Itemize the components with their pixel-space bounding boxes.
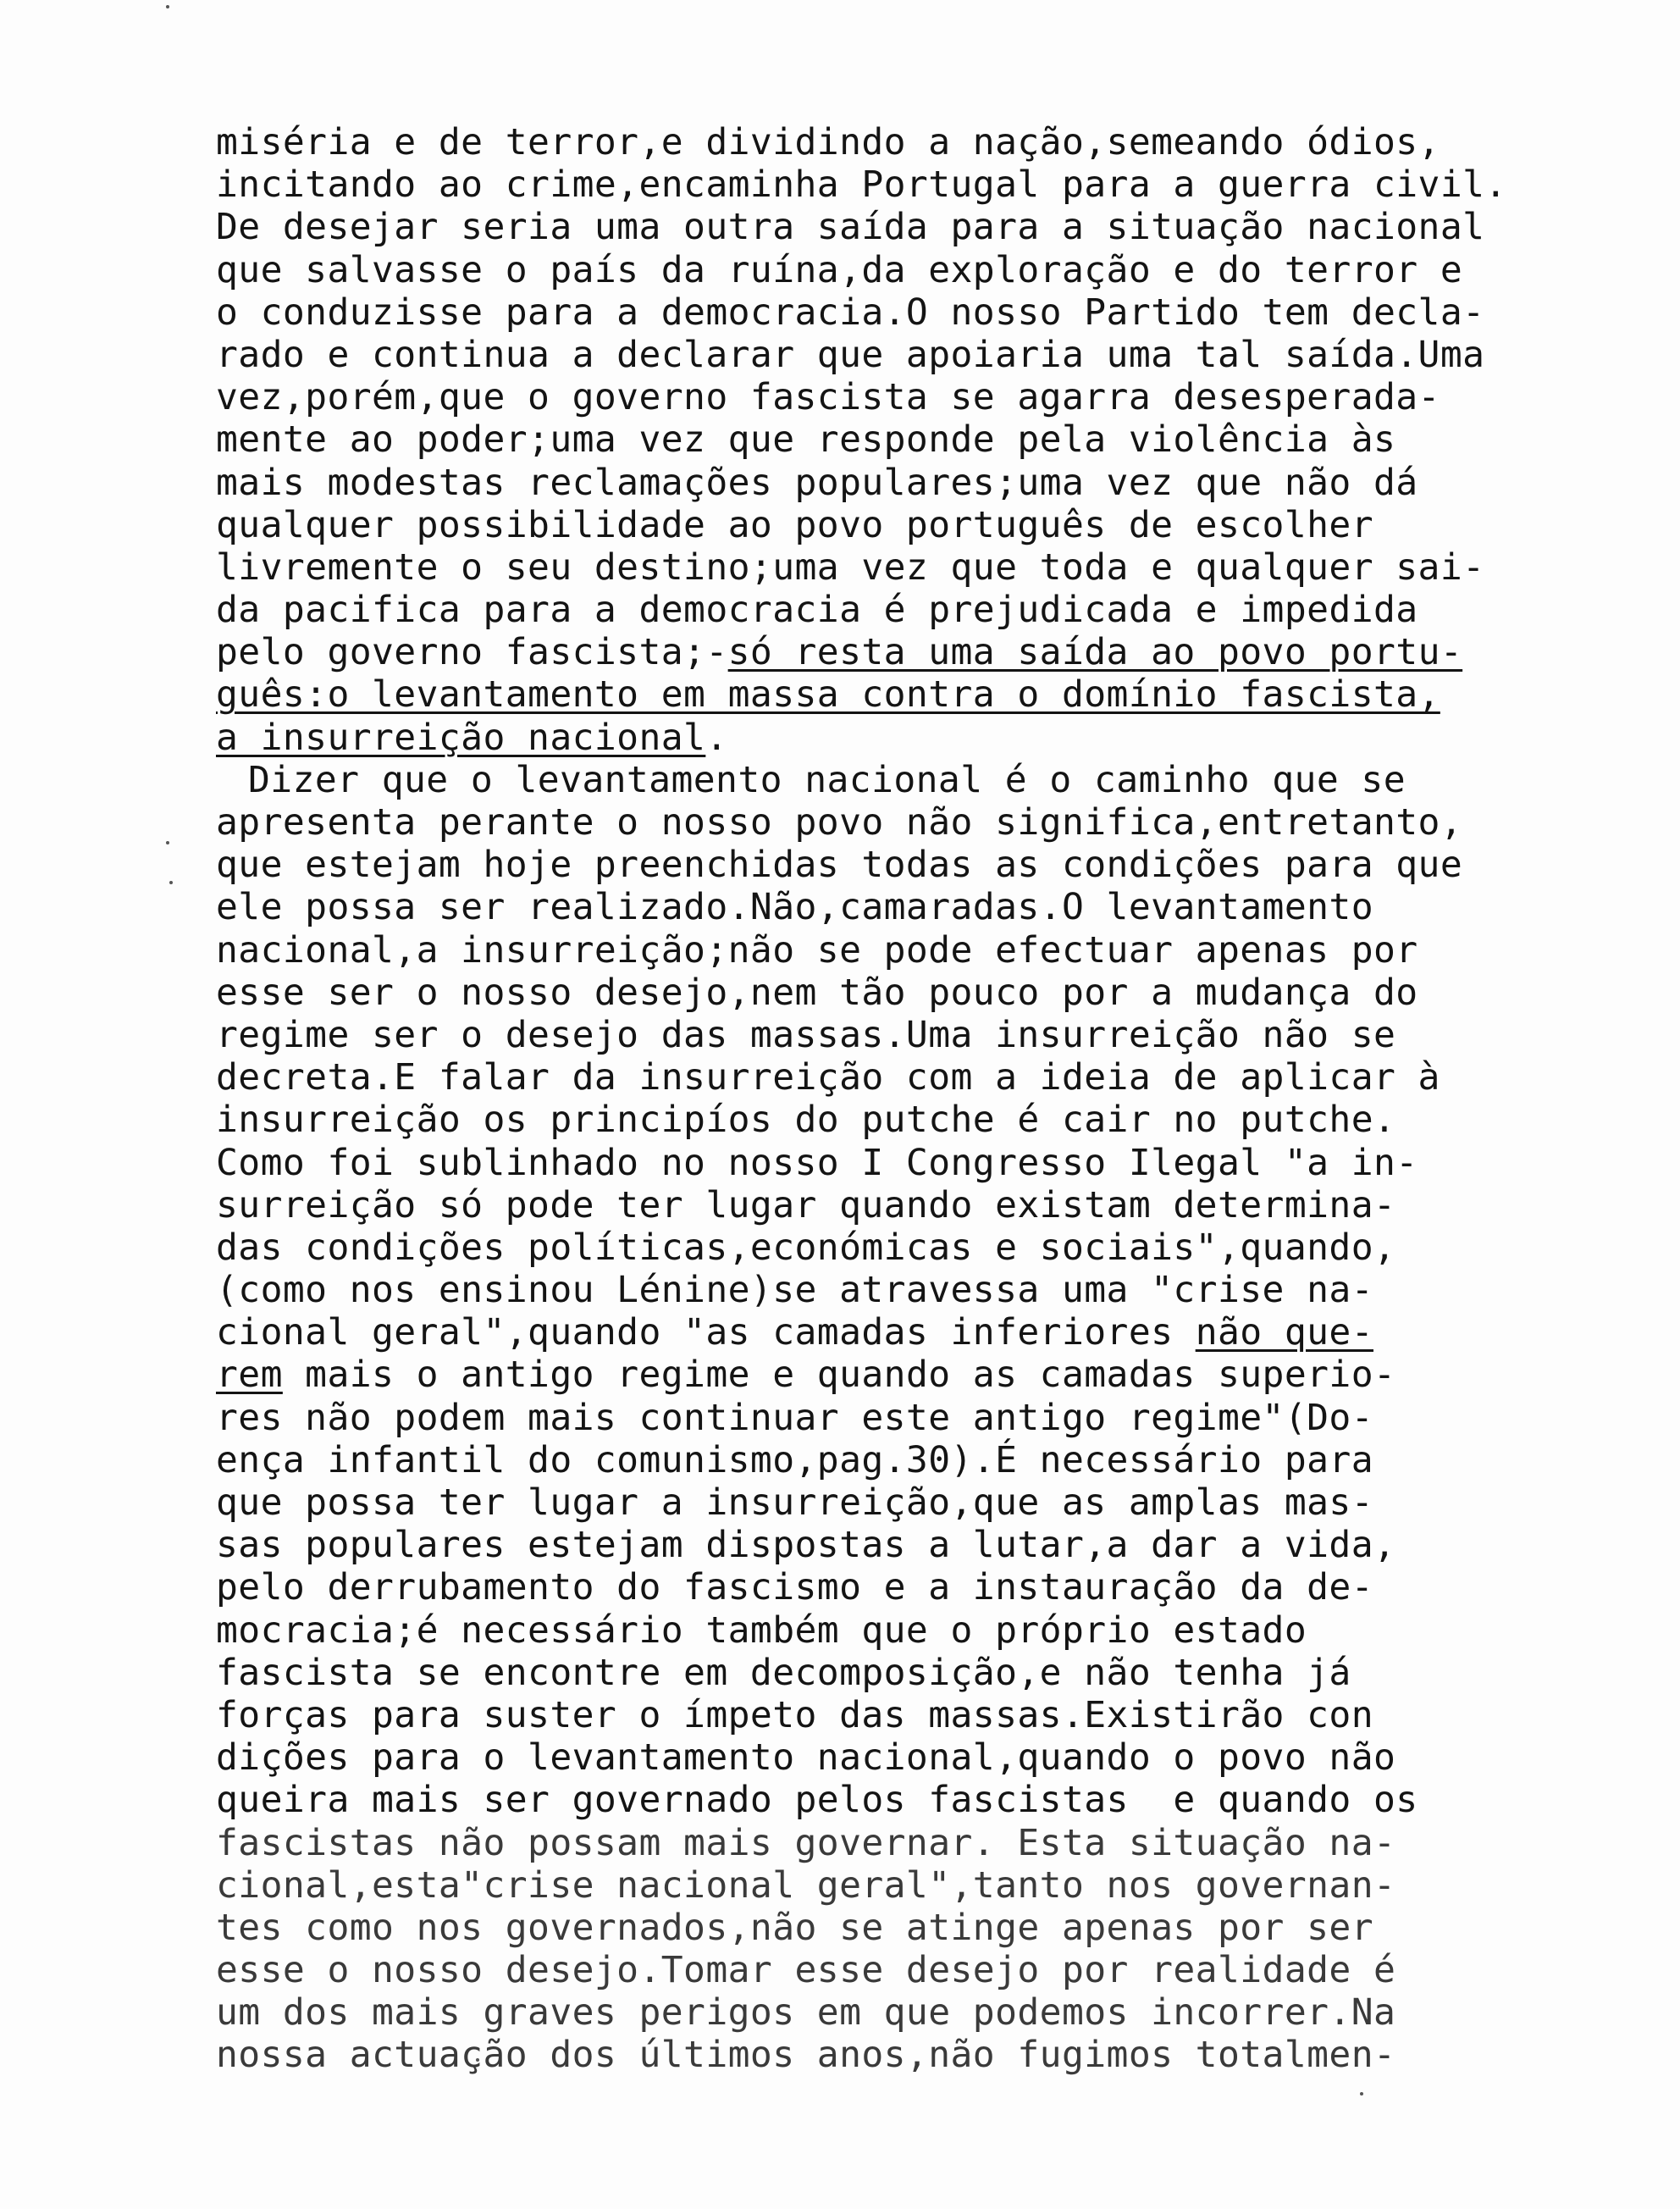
underlined-text: não que- <box>1195 1311 1373 1354</box>
text-line: apresenta perante o nosso povo não significa,entretanto, <box>216 801 1463 844</box>
text-line: surreição só pode ter lugar quando existam determina- <box>216 1183 1396 1226</box>
underlined-text: rem <box>216 1354 283 1397</box>
text-line: ele possa ser realizado.Não,camaradas.O levantamento <box>216 886 1373 929</box>
text-line: regime ser o desejo das massas.Uma insurreição não se <box>216 1013 1396 1056</box>
text-line: o conduzisse para a democracia.O nosso Partido tem decla- <box>216 291 1485 334</box>
text-line: que estejam hoje preenchidas todas as condições para que <box>216 844 1463 887</box>
text-segment: mais o antigo regime e quando as camadas superio- <box>282 1354 1396 1397</box>
text-line: que salvasse o país da ruína,da exploração e do terror e <box>216 248 1463 291</box>
text-line <box>216 1354 1655 1396</box>
text-line: tes como nos governados,não se atinge apenas por ser <box>216 1906 1373 1949</box>
text-line: livremente o seu destino;uma vez que toda e qualquer sai- <box>216 545 1485 589</box>
text-line: que possa ter lugar a insurreição,que as amplas mas- <box>216 1481 1373 1524</box>
underlined-text: a insurreição nacional <box>216 716 706 759</box>
text-line: queira mais ser governado pelos fascistas e quando os <box>216 1779 1418 1822</box>
underlined-text: guês:o levantamento em massa contra o domínio fascista, <box>216 673 1440 717</box>
text-line: fascistas não possam mais governar. Esta situação na- <box>216 1821 1396 1864</box>
text-line: pelo derrubamento do fascismo e a instauração da de- <box>216 1566 1373 1609</box>
text-line: qualquer possibilidade ao povo português de escolher <box>216 503 1373 546</box>
text-line: mocracia;é necessário também que o próprio estado <box>216 1608 1307 1652</box>
underlined-text: só resta uma saída ao povo portu- <box>727 631 1463 674</box>
text-line: fascista se encontre em decomposição,e não tenha já <box>216 1651 1351 1694</box>
text-segment: . <box>705 716 728 759</box>
text-line: da pacifica para a democracia é prejudicada e impedida <box>216 589 1418 632</box>
text-line: esse ser o nosso desejo,nem tão pouco por a mudança do <box>216 971 1418 1014</box>
text-line: vez,porém,que o governo fascista se agarra desesperada- <box>216 376 1440 419</box>
text-line <box>216 1311 1655 1354</box>
text-line: nossa actuação dos últimos anos,não fugimos totalmen- <box>216 2034 1396 2077</box>
text-line: incitando ao crime,encaminha Portugal para a guerra civil. <box>216 163 1507 207</box>
text-line: insurreição os principíos do putche é cair no putche. <box>216 1099 1396 1142</box>
text-segment: cional geral",quando "as camadas inferiores <box>216 1311 1196 1354</box>
text-line: Como foi sublinhado no nosso I Congresso Ilegal "a in- <box>216 1141 1418 1184</box>
text-line: um dos mais graves perigos em que podemos incorrer.Na <box>216 1991 1396 2035</box>
text-line: esse o nosso desejo.Tomar esse desejo por realidade é <box>216 1949 1396 1992</box>
scan-speck <box>169 881 173 884</box>
text-line: decreta.E falar da insurreição com a ideia de aplicar à <box>216 1056 1440 1099</box>
text-line: res não podem mais continuar este antigo regime"(Do- <box>216 1396 1373 1439</box>
text-line: De desejar seria uma outra saída para a situação nacional <box>216 206 1485 249</box>
text-line <box>216 717 1655 759</box>
scan-speck <box>1360 2092 1363 2096</box>
text-line: cional,esta"crise nacional geral",tanto nos governan- <box>216 1863 1396 1907</box>
text-line: nacional,a insurreição;não se pode efectuar apenas por <box>216 928 1418 972</box>
text-line: (como nos ensinou Lénine)se atravessa uma "crise na- <box>216 1269 1373 1312</box>
paragraph-start-line: Dizer que o levantamento nacional é o caminho que se <box>248 758 1406 801</box>
text-line: mente ao poder;uma vez que responde pela violência às <box>216 418 1396 462</box>
scan-speck <box>166 5 169 8</box>
text-line: ença infantil do comunismo,pag.30).É necessário para <box>216 1438 1373 1481</box>
text-line: dições para o levantamento nacional,quando o povo não <box>216 1736 1396 1780</box>
typed-text-body <box>216 121 1655 2077</box>
text-line <box>216 673 1655 716</box>
text-line: miséria e de terror,e dividindo a nação,semeando ódios, <box>216 121 1440 163</box>
text-line: forças para suster o ímpeto das massas.Existirão con <box>216 1693 1373 1736</box>
text-segment: pelo governo fascista;- <box>216 631 728 674</box>
text-line <box>216 631 1655 673</box>
text-line: sas populares estejam dispostas a lutar,a dar a vida, <box>216 1524 1396 1567</box>
text-line: das condições políticas,económicas e sociais",quando, <box>216 1226 1396 1269</box>
text-line: mais modestas reclamações populares;uma vez que não dá <box>216 461 1418 504</box>
scan-speck <box>166 841 169 844</box>
text-line: rado e continua a declarar que apoiaria uma tal saída.Uma <box>216 333 1485 376</box>
